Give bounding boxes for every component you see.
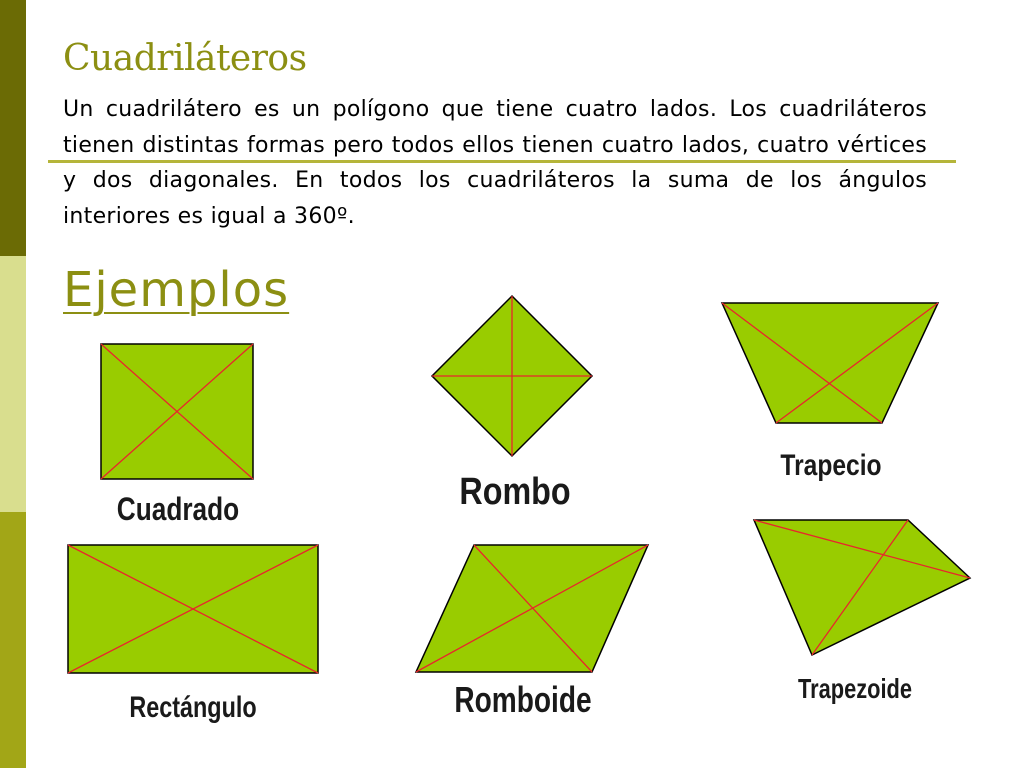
- label-cuadrado: Cuadrado: [116, 492, 240, 528]
- definition-paragraph: Un cuadrilátero es un polígono que tiene cuatro lados. Los cuadriláteros tienen distintas formas pero todos ellos tienen cuatro lados, cuatro vértices y dos diagonales. En todos los cuadriláteros la suma de los ángulos interiores es igual a 360º.: [63, 97, 927, 229]
- label-rombo: Rombo: [459, 470, 571, 513]
- trapezoid-shape: [722, 303, 938, 423]
- label-rectangulo: Rectángulo: [129, 690, 257, 724]
- label-trapezoide: Trapezoide: [797, 673, 913, 705]
- slide-title: Cuadriláteros: [63, 38, 307, 79]
- label-trapecio: Trapecio: [780, 447, 882, 482]
- label-romboide: Romboide: [454, 679, 592, 720]
- examples-heading: Ejemplos: [63, 262, 290, 318]
- trapezium-shape: [754, 520, 970, 655]
